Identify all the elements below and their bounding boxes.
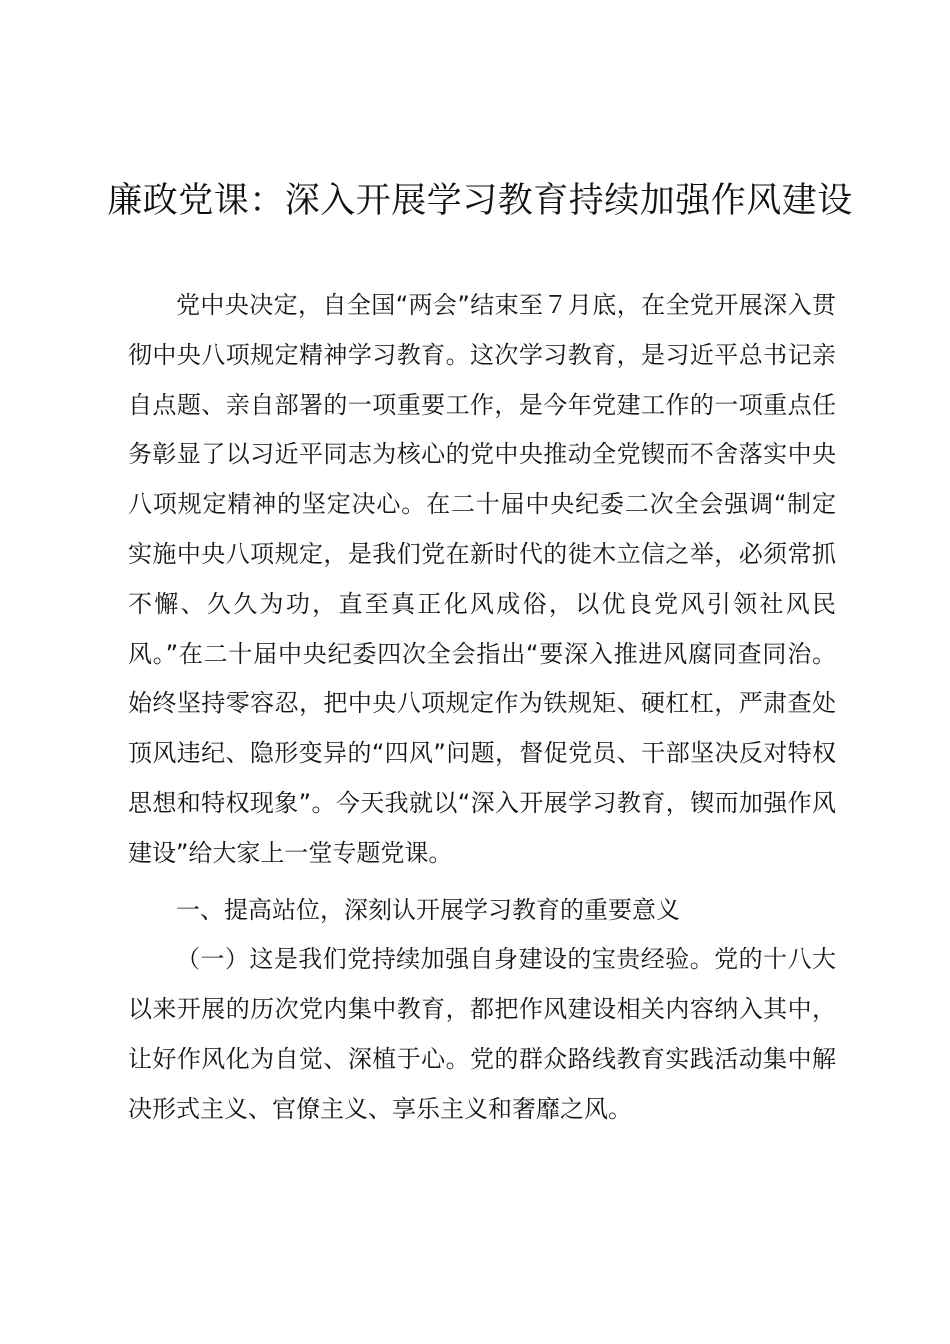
document-body xyxy=(128,281,836,1135)
subsection-paragraph: （一）这是我们党持续加强自身建设的宝贵经验。党的十八大以来开展的历次党内集中教育，都把作风建设相关内容纳入其中，让好作风化为自觉、深植于心。党的群众路线教育实践活动集中解决形式主义、官僚主义、享乐主义和奢靡之风。 xyxy=(128,945,836,1123)
document-title: 廉政党课：深入开展学习教育持续加强作风建设 xyxy=(107,181,853,221)
section-heading: 一、提高站位，深刻认开展学习教育的重要意义 xyxy=(176,895,680,924)
intro-paragraph: 党中央决定，自全国“两会”结束至７月底，在全党开展深入贯彻中央八项规定精神学习教育。这次学习教育，是习近平总书记亲自点题、亲自部署的一项重要工作，是今年党建工作的一项重点任务彰显了以习近平同志为核心的党中央推动全党锲而不舍落实中央八项规定精神的坚定决心。在二十届中央纪委二次全会强调“制定实施中央八项规定，是我们党在新时代的徙木立信之举，必须常抓不懈、久久为功，直至真正化风成俗，以优良党风引领社风民风。”在二十届中央纪委四次全会指出“要深入推进风腐同查同治。始终坚持零容忍，把中央八项规定作为铁规矩、硬杠杠，严肃查处顶风违纪、隐形变异的“四风”问题，督促党员、干部坚决反对特权思想和特权现象”。今天我就以“深入开展学习教育，锲而加强作风建设”给大家上一堂专题党课。 xyxy=(128,291,836,867)
